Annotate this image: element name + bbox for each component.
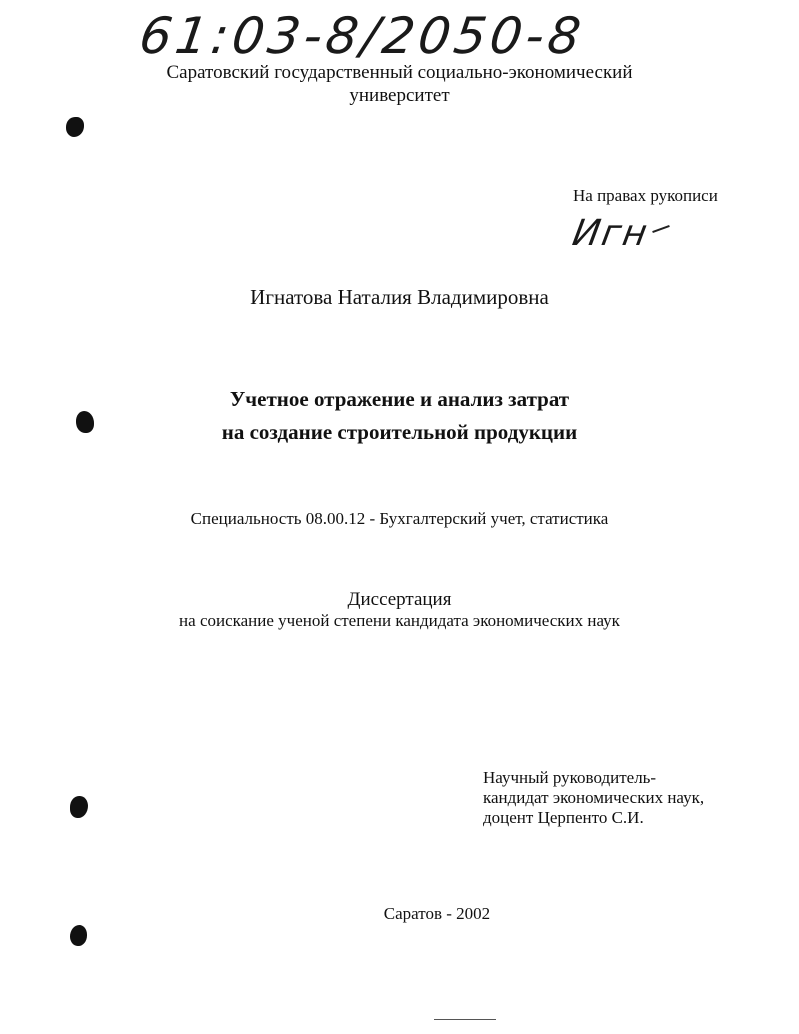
signature: Игн — [569, 213, 653, 254]
university-name-line1: Саратовский государственный социально-экономический — [166, 62, 633, 83]
supervisor-line2: кандидат экономических наук, — [483, 788, 705, 807]
supervisor-line3: доцент Церпенто С.И. — [483, 808, 644, 827]
thesis-title-line1: Учетное отражение и анализ затрат — [229, 387, 570, 411]
specialty: Специальность 08.00.12 - Бухгалтерский учет, статистика — [190, 509, 609, 528]
punch-hole-mark — [70, 925, 87, 946]
supervisor-line1: Научный руководитель- — [483, 768, 657, 787]
city-year: Саратов - 2002 — [383, 904, 491, 923]
manuscript-rights: На правах рукописи — [573, 186, 718, 205]
punch-hole-mark — [66, 117, 84, 137]
university-name-line2: университет — [349, 85, 450, 106]
author-name: Игнатова Наталия Владимировна — [250, 285, 549, 309]
thesis-purpose: на соискание ученой степени кандидата экономических наук — [179, 611, 620, 630]
thesis-label: Диссертация — [347, 589, 452, 610]
archive-number: 61:03-8/2050-8 — [135, 7, 588, 65]
bottom-rule — [434, 1019, 496, 1020]
thesis-title-line2: на создание строительной продукции — [221, 420, 578, 444]
signature-stroke — [652, 225, 670, 233]
punch-hole-mark — [70, 796, 88, 818]
